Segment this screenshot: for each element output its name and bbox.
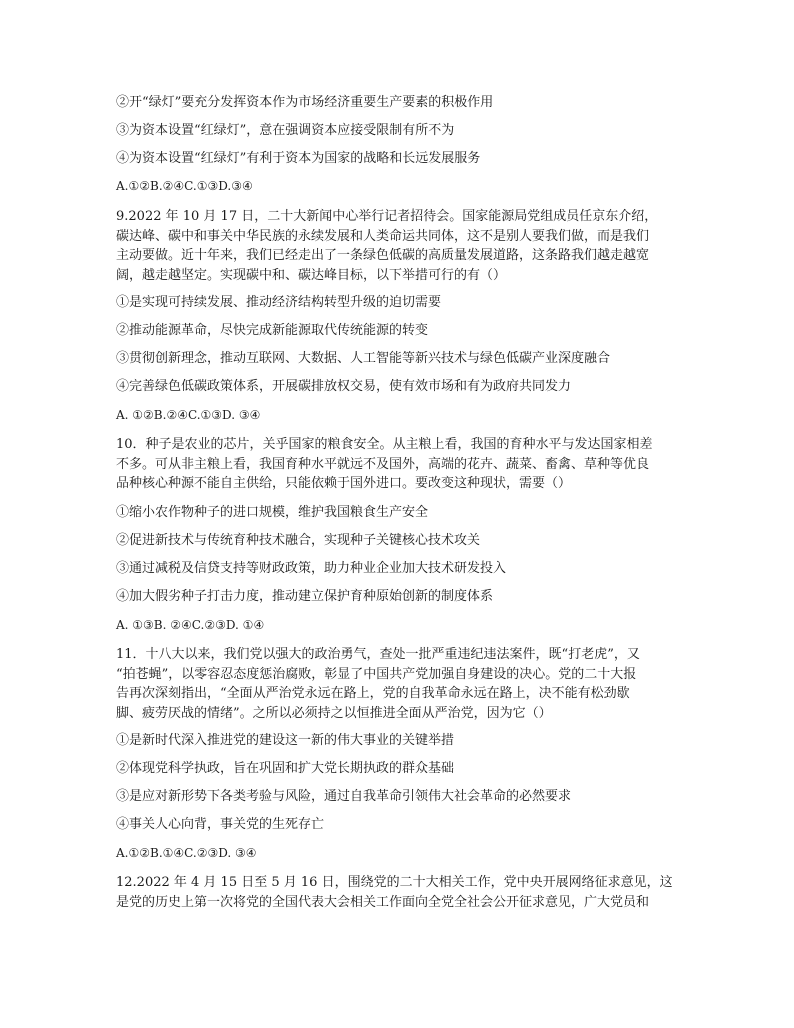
q8-option-2: ②开“绿灯”要充分发挥资本作为市场经济重要生产要素的积极作用 <box>116 95 494 110</box>
q10-stem-line: 10．种子是农业的芯片，关乎国家的粮食安全。从主粮上看，我国的育种水平与发达国家相差 <box>116 437 653 452</box>
q11-stem-line: 11．十八大以来，我们党以强大的政治勇气，查处一批严重违纪违法案件，既“打老虎”，又 <box>116 647 640 662</box>
q10-option-3: ③通过减税及信贷支持等财政政策，助力种业企业加大技术研发投入 <box>116 561 507 576</box>
q11-option-3: ③是应对新形势下各类考验与风险，通过自我革命引领伟大社会革命的必然要求 <box>116 789 572 804</box>
q10-answer-choices: A. ①③B. ②④C.②③D. ①④ <box>116 618 265 632</box>
q11-stem-line: 告再次深刻指出，“全面从严治党永远在路上，党的自我革命永远在路上，决不能有松劲歇 <box>116 686 630 701</box>
q9-option-2: ②推动能源革命，尽快完成新能源取代传统能源的转变 <box>116 323 429 338</box>
q12-stem-line: 是党的历史上第一次将党的全国代表大会相关工作面向全党全社会公开征求意见，广大党员和 <box>116 894 650 910</box>
q10-stem <box>116 435 653 494</box>
q11-answer-choices: A.①②B.①④C.②③D. ③④ <box>116 846 257 860</box>
q12-stem-line: 12.2022 年 4 月 15 日至 5 月 16 日，围绕党的二十大相关工作，党中央开展网络征求意见，这 <box>116 875 673 890</box>
q9-stem-line: 9.2022 年 10 月 17 日，二十大新闻中心举行记者招待会。国家能源局党组成员任京东介绍， <box>116 209 658 224</box>
q9-stem <box>116 207 657 285</box>
q9-stem-line: 主动要做。近十年来，我们已经走出了一条绿色低碳的高质量发展道路，这条路我们越走越宽 <box>116 248 650 263</box>
q10-option-1: ①缩小农作物种子的进口规模，维护我国粮食生产安全 <box>116 505 429 520</box>
q11-option-1: ①是新时代深入推进党的建设这一新的伟大事业的关键举措 <box>116 733 455 748</box>
q8-option-3: ③为资本设置“红绿灯”，意在强调资本应接受限制有所不为 <box>116 123 455 138</box>
q11-option-4: ④事关人心向背，事关党的生死存亡 <box>116 817 325 832</box>
q9-answer-choices: A. ①②B.②④C.①③D. ③④ <box>116 408 261 422</box>
q8-option-4: ④为资本设置“红绿灯”有利于资本为国家的战略和长远发展服务 <box>116 151 481 166</box>
q9-option-3: ③贯彻创新理念，推动互联网、大数据、人工智能等新兴技术与绿色低碳产业深度融合 <box>116 351 611 366</box>
q9-option-1: ①是实现可持续发展、推动经济结构转型升级的迫切需要 <box>116 295 442 310</box>
q11-stem <box>116 645 640 723</box>
q8-answer-choices: A.①②B.②④C.①③D.③④ <box>116 179 253 193</box>
q10-stem-line: 不多。可从非主粮上看，我国育种水平就远不及国外，高端的花卉、蔬菜、畜禽、草种等优良 <box>116 456 650 472</box>
q11-option-2: ②体现党科学执政，旨在巩固和扩大党长期执政的群众基础 <box>116 761 455 776</box>
q9-stem-line: 阔，越走越坚定。实现碳中和、碳达峰目标，以下举措可行的有（） <box>116 267 507 283</box>
q10-stem-line: 品种核心种源不能自主供给，只能依赖于国外进口。要改变这种现状，需要（） <box>116 476 572 491</box>
q10-option-4: ④加大假劣种子打击力度，推动建立保护育种原始创新的制度体系 <box>116 589 494 604</box>
q12-stem <box>116 873 673 912</box>
q9-option-4: ④完善绿色低碳政策体系，开展碳排放权交易，使有效市场和有为政府共同发力 <box>116 379 572 394</box>
q9-stem-line: 碳达峰、碳中和事关中华民族的永续发展和人类命运共同体，这不是别人要我们做，而是我们 <box>116 228 650 244</box>
q11-stem-line: 脚、疲劳厌战的情绪”。之所以必须持之以恒推进全面从严治党，因为它（） <box>116 705 552 721</box>
q10-option-2: ②促进新技术与传统育种技术融合，实现种子关键核心技术攻关 <box>116 533 481 548</box>
q11-stem-line: “拍苍蝇”，以零容忍态度惩治腐败，彰显了中国共产党加强自身建设的决心。党的二十大报 <box>116 666 637 682</box>
